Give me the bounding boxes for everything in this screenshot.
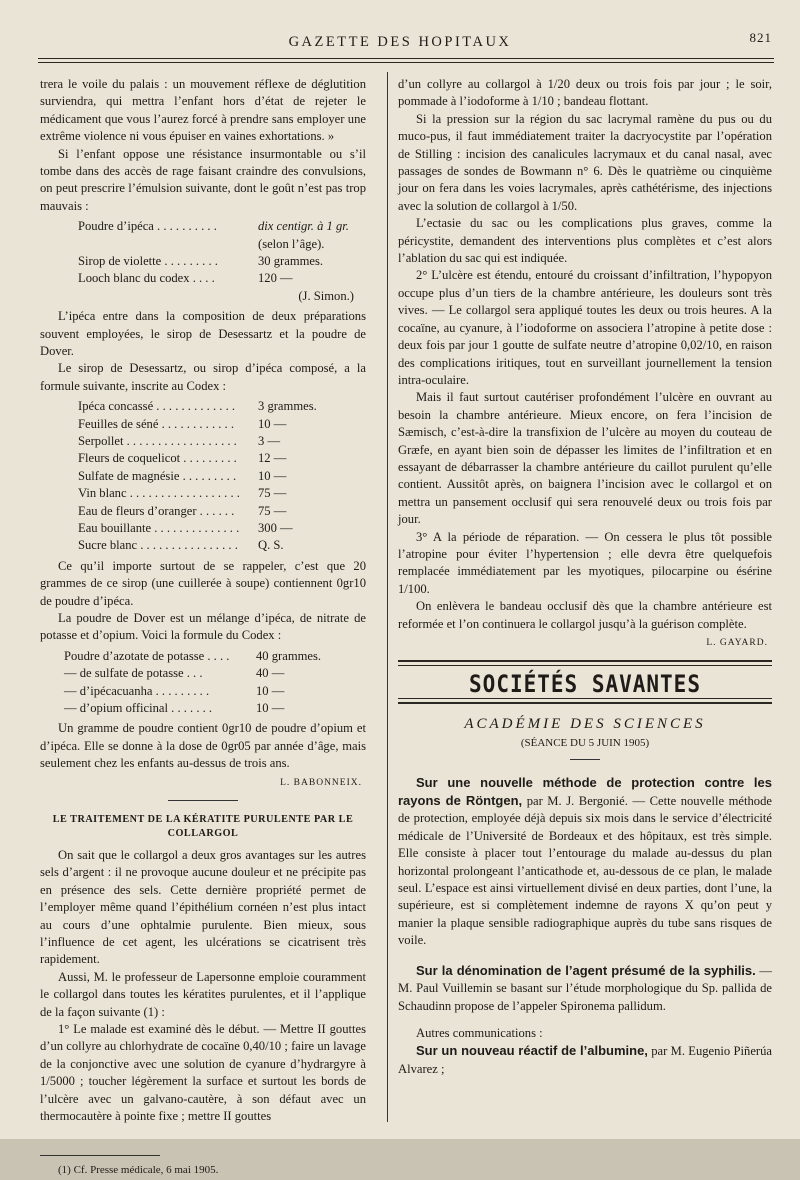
- paragraph: On sait que le collargol a deux gros avantages sur les autres sels d’argent : il ne provoque aucune douleur et ne précipite pas en présence des sels. Cette dernière propriété permet de l’employer même quand l’épithélium cornéen n’est plus intact au cours d’une ophtalmie purulente. Bien mieux, sous l’influence de cet agent, les ulcérations se cicatrisent très rapidement.: [40, 847, 366, 967]
- section-heading: SOCIÉTÉS SAVANTES: [469, 670, 701, 699]
- paragraph: L’ipéca entre dans la composition de deux préparations souvent employées, le sirop de Desessartz et la poudre de Dover.: [40, 309, 366, 359]
- paragraph: Si l’enfant oppose une résistance insurmontable ou s’il tombe dans des accès de rage faisant craindre des convulsions, on peut prescrire l’émulsion suivante, dont le goût n’est pas trop mauvais :: [40, 146, 366, 213]
- ingredient: Fleurs de coquelicot . . . . . . . . .: [78, 451, 237, 466]
- paragraph: Mais il faut surtout cautériser profondément l’ulcère en ouvrant au besoin la chambre antérieure. Mieux encore, on fera l’incision de Sæmisch, c’est-à-dire la transfixion de l’ulcère au moyen du couteau de Græfe, en ayant bien soin de dépasser les limites de l’infiltration et en essayant de débarrasser la chambre antérieure du caillot purulent qu’elle contient. Aussitôt après, on baignera l’incision avec le collargol et on mettra un pansement occlusif qui sera renouvelé deux ou trois fois par jour.: [398, 390, 772, 527]
- author-signature: L. GAYARD.: [706, 638, 768, 648]
- section-title: LE TRAITEMENT DE LA KÉRATITE PURULENTE PAR LE COLLARGOL: [52, 813, 354, 839]
- section-rule: [398, 698, 772, 704]
- ingredient: Sulfate de magnésie . . . . . . . . .: [78, 468, 237, 483]
- item-author: par M. Eugenio Piñerúa Alvarez ;: [398, 1044, 773, 1076]
- recipe-row: [78, 218, 366, 235]
- news-item: [398, 962, 772, 1015]
- quantity: 10 —: [258, 468, 287, 483]
- paragraph: On enlèvera le bandeau occlusif dès que la chambre antérieure est reformée et l’on continuera le collargol jusqu’à la guérison complète.: [398, 599, 772, 631]
- recipe-desessartz: [40, 398, 366, 555]
- item-title: Sur une nouvelle méthode de protection contre les rayons de Röntgen,: [398, 774, 772, 809]
- recipe-row: [78, 253, 366, 270]
- paragraph: Le sirop de Desessartz, ou sirop d’ipéca composé, a la formule suivante, inscrite au Codex :: [40, 361, 366, 393]
- ingredient: Vin blanc . . . . . . . . . . . . . . . . . .: [78, 486, 240, 501]
- footnote-rule: [40, 1155, 160, 1156]
- recipe-row: [64, 648, 366, 665]
- recipe-emulsion: [40, 218, 366, 305]
- left-column: [40, 76, 366, 1180]
- column-divider: [387, 72, 388, 1122]
- paragraph: Un gramme de poudre contient 0gr10 de poudre d’opium et d’ipéca. Elle se donne à la dose de 0gr05 par année d’âge, mais seulement chez les enfants au-dessus de trois ans.: [40, 721, 366, 771]
- right-column: [398, 76, 772, 1078]
- ingredient: Sirop de violette . . . . . . . . .: [78, 254, 218, 269]
- news-item: [398, 774, 772, 950]
- news-item: Autres communications :: [416, 1025, 543, 1040]
- quantity: 10 —: [256, 700, 285, 715]
- ingredient: Looch blanc du codex . . . .: [78, 271, 215, 286]
- ingredient: Eau de fleurs d’oranger . . . . . .: [78, 503, 235, 518]
- quantity: 40 —: [256, 666, 285, 681]
- news-item: [398, 1042, 772, 1078]
- section-rule: [398, 660, 772, 666]
- item-author: par M. J. Bergonié.: [526, 794, 628, 809]
- ingredient: — d’ipécacuanha . . . . . . . . .: [64, 683, 210, 698]
- ingredient: — d’opium officinal . . . . . . .: [64, 700, 213, 715]
- quantity: 75 —: [258, 503, 287, 518]
- recipe-row: [78, 537, 366, 554]
- recipe-row: [78, 416, 366, 433]
- ingredient: — de sulfate de potasse . . .: [64, 666, 203, 681]
- paragraph: 2° L’ulcère est étendu, entouré du croissant d’infiltration, l’hypopyon occupe plus d’un tiers de la chambre antérieure, les douleurs sont très vives. — Le collargol sera appliqué toutes les deux ou trois heures. A la cocaïne, au cyanure, à l’iodoforme on associera l’atropine à petite dose : deux fois par jour 1 goutte de sulfate neutre d’atropine 0,02/10, en raison des complications iritiques, tout en surveillant journellement la tension intra-oculaire.: [398, 268, 772, 387]
- recipe-row: [64, 683, 366, 700]
- recipe-row: [78, 503, 366, 520]
- quantity: 3 grammes.: [258, 399, 317, 414]
- item-body: — M. Paul Vuillemin se basant sur l’étude morphologique du Sp. pallida de Schaudinn propose de l’appeler Spironema pallidum.: [398, 963, 772, 1013]
- recipe-source: (J. Simon.): [298, 288, 354, 303]
- paragraph: 3° A la période de réparation. — On cessera le plus tôt possible l’atropine pour éviter l’hypertension ; elle devra être quelquefois remplacée immédiatement par les myotiques, pilocarpine ou ésérine 1/100.: [398, 529, 772, 596]
- quantity: 3 —: [258, 434, 281, 449]
- running-title: GAZETTE DES HOPITAUX: [288, 34, 512, 50]
- recipe-row: [78, 485, 366, 502]
- paragraph: La poudre de Dover est un mélange d’ipéca, de nitrate de potasse et d’opium. Voici la formule du Codex :: [40, 610, 366, 643]
- ingredient: Poudre d’azotate de potasse . . . .: [64, 648, 230, 663]
- page-number: 821: [749, 30, 772, 45]
- quantity: (selon l’âge).: [258, 236, 325, 251]
- paragraph: Ce qu’il importe surtout de se rappeler, c’est que 20 grammes de ce sirop (une cuillerée à soupe) contiennent 0gr10 de poudre d’ipéca.: [40, 558, 366, 608]
- recipe-row: [78, 270, 366, 287]
- paragraph: d’un collyre au collargol à 1/20 deux ou trois fois par jour ; le soir, pommade à l’iodoforme à 1/10 ; bandeau flottant.: [398, 77, 772, 109]
- quantity: dix centigr. à 1 gr.: [258, 219, 349, 234]
- recipe-row: [78, 450, 366, 467]
- recipe-row: [78, 520, 366, 537]
- ingredient: Serpollet . . . . . . . . . . . . . . . . . .: [78, 434, 237, 449]
- quantity: 40 grammes.: [256, 648, 322, 663]
- header-rule-thin: [38, 62, 774, 63]
- quantity: 30 grammes.: [258, 254, 324, 269]
- item-title: Sur la dénomination de l’agent présumé de la syphilis.: [416, 962, 756, 978]
- session-date: (SÉANCE DU 5 JUIN 1905): [520, 737, 650, 750]
- recipe-row: [64, 700, 366, 717]
- recipe-row: [78, 468, 366, 485]
- author-signature: L. BABONNEIX.: [280, 777, 362, 788]
- paragraph: Aussi, M. le professeur de Lapersonne emploie couramment le collargol dans toutes les kératites purulentes, et il l’applique de la façon suivante (1) :: [40, 969, 366, 1019]
- ingredient: Eau bouillante . . . . . . . . . . . . . .: [78, 520, 240, 535]
- item-title: Sur un nouveau réactif de l’albumine,: [416, 1043, 648, 1059]
- footnote: (1) Cf. Presse médicale, 6 mai 1905.: [58, 1164, 219, 1177]
- quantity: 75 —: [258, 486, 287, 501]
- recipe-row: [78, 236, 366, 253]
- ingredient: Feuilles de séné . . . . . . . . . . . .: [78, 416, 235, 431]
- quantity: 10 —: [258, 416, 287, 431]
- recipe-dover: [40, 648, 366, 718]
- ingredient: Sucre blanc . . . . . . . . . . . . . . . .: [78, 538, 238, 553]
- recipe-row: [78, 433, 366, 450]
- section-divider: [168, 800, 238, 801]
- academy-heading: ACADÉMIE DES SCIENCES: [464, 715, 706, 732]
- paragraph: L’ectasie du sac ou les complications plus graves, comme la péricystite, demandent des interventions plus complètes et c’est alors l’ablation du sac qui est indiquée.: [398, 216, 772, 266]
- quantity: 300 —: [258, 520, 293, 535]
- paragraph: 1° Le malade est examiné dès le début. — Mettre II gouttes d’un collyre au chlorhydrate de cocaïne 0,40/10 ; faire un lavage de la conjonctive avec une solution de cyanure d’hydrargyre à 1/5000 ; toucher légèrement la surface et surtout les bords de l’ulcère avec un galvano-cautère, à son défaut avec un thermocautère à pointe fixe ; mettre II gouttes: [40, 1022, 366, 1124]
- quantity: 12 —: [258, 451, 287, 466]
- short-rule: [570, 759, 600, 760]
- quantity: Q. S.: [258, 538, 284, 553]
- paragraph: Si la pression sur la région du sac lacrymal ramène du pus ou du muco-pus, il faut immédiatement traiter la dacryocystite par l’opération de Stilling : incision des canalicules lacrymaux et du canal nasal, avec passages de sondes de Bowmann n° 6. Dès le quatrième ou cinquième jour on fera dans les voies lacrymales, après cathétérisme, des injections avec la solution de collargol à 1/50.: [398, 111, 772, 213]
- header-rule: [38, 58, 774, 59]
- quantity: 120 —: [258, 271, 293, 286]
- paragraph: trera le voile du palais : un mouvement réflexe de déglutition surviendra, qui mettra l’enfant hors d’état de rejeter le médicament que vous l’aurez forcé à prendre sans employer une extrême violence ni vous épuiser en vaines exhortations. »: [40, 77, 366, 144]
- recipe-row: [78, 398, 366, 415]
- ingredient: Ipéca concassé . . . . . . . . . . . . .: [78, 399, 236, 414]
- quantity: 10 —: [256, 683, 285, 698]
- ingredient: Poudre d’ipéca . . . . . . . . . .: [78, 219, 217, 234]
- recipe-row: [64, 665, 366, 682]
- item-body: — Cette nouvelle méthode de protection, employée déjà depuis six mois dans le service d’électricité médicale de l’Université de Bordeaux et des hôpitaux, est très simple. Elle consiste à placer tout l’entourage du malade au-dessus du plan horizontal prolongeant l’anticathode et, au-dessous de ce plan, le malade seul. L’espace est ainsi virtuellement divisé en deux parties, dont l’une, la supérieure, est si complètement indemne de rayons X qu’on peut y manier la plaque sensible radiographique auprès du tube sans risques de voile.: [398, 794, 772, 948]
